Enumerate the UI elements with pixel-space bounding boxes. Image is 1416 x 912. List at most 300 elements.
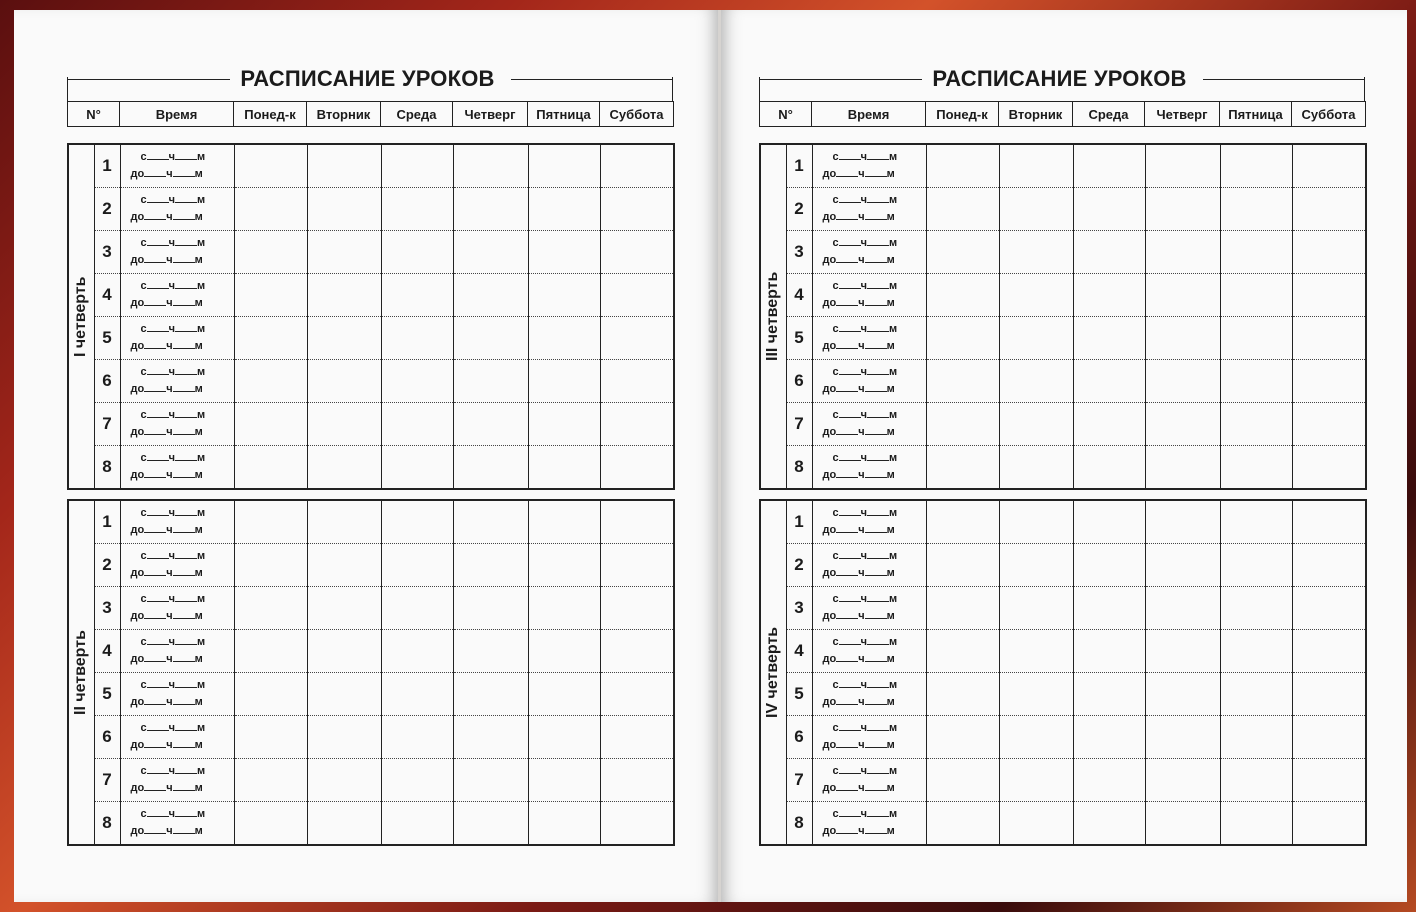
lesson-cell-tuesday[interactable]: [999, 802, 1073, 846]
minutes-label: м: [194, 696, 203, 708]
lesson-cell-thursday[interactable]: [453, 188, 528, 231]
lesson-cell-saturday[interactable]: [1292, 446, 1366, 490]
lesson-cell-thursday[interactable]: [1145, 274, 1220, 317]
lesson-cell-wednesday[interactable]: [381, 716, 453, 759]
lesson-cell-tuesday[interactable]: [307, 544, 381, 587]
time-from-label: с: [140, 323, 147, 335]
lesson-cell-tuesday[interactable]: [307, 274, 381, 317]
left-page: [14, 10, 718, 902]
lesson-cell-friday[interactable]: [528, 716, 600, 759]
lesson-cell-friday[interactable]: [1220, 630, 1292, 673]
lesson-cell-friday[interactable]: [1220, 759, 1292, 802]
lesson-number: 3: [94, 587, 120, 630]
lesson-row: [760, 188, 1366, 231]
lesson-cell-tuesday[interactable]: [307, 673, 381, 716]
lesson-cell-monday[interactable]: [926, 188, 999, 231]
minutes-label: м: [197, 452, 206, 464]
lesson-cell-friday[interactable]: [528, 188, 600, 231]
lesson-cell-monday[interactable]: [926, 144, 999, 188]
minutes-label: м: [197, 194, 206, 206]
minutes-label: м: [194, 739, 203, 751]
lesson-cell-friday[interactable]: [1220, 500, 1292, 544]
lesson-cell-saturday[interactable]: [1292, 231, 1366, 274]
time-from-label: с: [140, 808, 147, 820]
lesson-cell-saturday[interactable]: [1292, 403, 1366, 446]
lesson-cell-friday[interactable]: [528, 317, 600, 360]
lesson-number: 3: [94, 231, 120, 274]
lesson-cell-thursday[interactable]: [1145, 360, 1220, 403]
lesson-cell-wednesday[interactable]: [381, 587, 453, 630]
lesson-cell-thursday[interactable]: [453, 630, 528, 673]
minutes-label: м: [197, 722, 206, 734]
lesson-cell-wednesday[interactable]: [1073, 231, 1145, 274]
lesson-cell-wednesday[interactable]: [381, 231, 453, 274]
lesson-time[interactable]: [812, 446, 926, 490]
lesson-cell-wednesday[interactable]: [1073, 673, 1145, 716]
minutes-label: м: [886, 254, 895, 266]
lesson-cell-thursday[interactable]: [1145, 500, 1220, 544]
lesson-cell-monday[interactable]: [234, 673, 307, 716]
lesson-cell-monday[interactable]: [234, 544, 307, 587]
lesson-cell-wednesday[interactable]: [381, 317, 453, 360]
col-number: N°: [68, 102, 120, 127]
lesson-cell-tuesday[interactable]: [307, 360, 381, 403]
lesson-cell-saturday[interactable]: [1292, 759, 1366, 802]
lesson-time[interactable]: [120, 759, 234, 802]
lesson-cell-monday[interactable]: [926, 500, 999, 544]
lesson-cell-tuesday[interactable]: [999, 144, 1073, 188]
minutes-label: м: [197, 808, 206, 820]
lesson-cell-friday[interactable]: [1220, 188, 1292, 231]
lesson-cell-monday[interactable]: [234, 231, 307, 274]
col-thursday: Четверг: [453, 102, 528, 127]
lesson-cell-monday[interactable]: [926, 544, 999, 587]
lesson-cell-wednesday[interactable]: [1073, 802, 1145, 846]
lesson-cell-wednesday[interactable]: [381, 446, 453, 490]
lesson-time[interactable]: [812, 587, 926, 630]
lesson-cell-thursday[interactable]: [453, 673, 528, 716]
lesson-time[interactable]: [812, 759, 926, 802]
lesson-cell-tuesday[interactable]: [307, 188, 381, 231]
lesson-cell-friday[interactable]: [528, 673, 600, 716]
lesson-cell-wednesday[interactable]: [381, 759, 453, 802]
lesson-time[interactable]: [812, 317, 926, 360]
lesson-cell-wednesday[interactable]: [1073, 630, 1145, 673]
lesson-row: [760, 446, 1366, 490]
lesson-cell-wednesday[interactable]: [1073, 759, 1145, 802]
col-time: Время: [812, 102, 926, 127]
hours-label: ч: [168, 765, 176, 777]
lesson-cell-saturday[interactable]: [1292, 630, 1366, 673]
lesson-cell-tuesday[interactable]: [307, 802, 381, 846]
lesson-cell-saturday[interactable]: [600, 317, 674, 360]
lesson-cell-saturday[interactable]: [600, 144, 674, 188]
lesson-cell-saturday[interactable]: [600, 630, 674, 673]
lesson-cell-wednesday[interactable]: [1073, 446, 1145, 490]
lesson-time[interactable]: [812, 500, 926, 544]
time-to-label: до: [130, 782, 145, 794]
lesson-cell-friday[interactable]: [528, 144, 600, 188]
lesson-cell-monday[interactable]: [234, 500, 307, 544]
lesson-cell-monday[interactable]: [926, 274, 999, 317]
lesson-cell-saturday[interactable]: [600, 759, 674, 802]
lesson-cell-thursday[interactable]: [453, 587, 528, 630]
lesson-cell-friday[interactable]: [1220, 802, 1292, 846]
lesson-cell-tuesday[interactable]: [999, 188, 1073, 231]
lesson-row: [760, 759, 1366, 802]
minutes-label: м: [886, 168, 895, 180]
lesson-cell-monday[interactable]: [926, 403, 999, 446]
lesson-cell-wednesday[interactable]: [1073, 188, 1145, 231]
lesson-number: 2: [94, 188, 120, 231]
lesson-cell-saturday[interactable]: [1292, 544, 1366, 587]
lesson-cell-saturday[interactable]: [1292, 144, 1366, 188]
lesson-time[interactable]: [120, 544, 234, 587]
hours-label: ч: [860, 722, 868, 734]
hours-label: ч: [168, 636, 176, 648]
hours-label: ч: [858, 696, 865, 708]
col-thursday: Четверг: [1145, 102, 1220, 127]
lesson-cell-thursday[interactable]: [1145, 587, 1220, 630]
lesson-time[interactable]: [120, 231, 234, 274]
hours-label: ч: [858, 168, 865, 180]
lesson-cell-saturday[interactable]: [600, 500, 674, 544]
lesson-number: 5: [786, 317, 812, 360]
lesson-cell-friday[interactable]: [1220, 673, 1292, 716]
time-from-label: с: [832, 636, 839, 648]
lesson-time[interactable]: [812, 630, 926, 673]
lesson-row: [68, 587, 674, 630]
lesson-cell-friday[interactable]: [528, 231, 600, 274]
lesson-cell-friday[interactable]: [528, 403, 600, 446]
lesson-cell-thursday[interactable]: [453, 500, 528, 544]
lesson-cell-tuesday[interactable]: [307, 403, 381, 446]
lesson-cell-monday[interactable]: [234, 144, 307, 188]
lesson-time[interactable]: [120, 188, 234, 231]
time-from-label: с: [832, 679, 839, 691]
lesson-time[interactable]: [812, 188, 926, 231]
lesson-cell-friday[interactable]: [1220, 274, 1292, 317]
lesson-time[interactable]: [120, 500, 234, 544]
lesson-time[interactable]: [120, 144, 234, 188]
lesson-cell-monday[interactable]: [926, 360, 999, 403]
lesson-time[interactable]: [120, 673, 234, 716]
lesson-cell-friday[interactable]: [528, 446, 600, 490]
lesson-cell-friday[interactable]: [528, 587, 600, 630]
lesson-time[interactable]: [812, 274, 926, 317]
hours-label: ч: [858, 254, 865, 266]
lesson-cell-saturday[interactable]: [1292, 716, 1366, 759]
lesson-number: 7: [786, 759, 812, 802]
quarter-table-2: [67, 499, 675, 846]
lesson-cell-friday[interactable]: [1220, 446, 1292, 490]
lesson-cell-saturday[interactable]: [600, 360, 674, 403]
lesson-cell-saturday[interactable]: [600, 188, 674, 231]
lesson-cell-wednesday[interactable]: [381, 544, 453, 587]
minutes-label: м: [889, 280, 898, 292]
lesson-cell-friday[interactable]: [528, 274, 600, 317]
lesson-number: 5: [94, 317, 120, 360]
hours-label: ч: [168, 280, 176, 292]
lesson-cell-friday[interactable]: [528, 802, 600, 846]
lesson-cell-saturday[interactable]: [1292, 274, 1366, 317]
lesson-row: [760, 716, 1366, 759]
col-time: Время: [120, 102, 234, 127]
lesson-cell-tuesday[interactable]: [307, 759, 381, 802]
quarter-table-4: [759, 499, 1367, 846]
lesson-cell-tuesday[interactable]: [307, 231, 381, 274]
hours-label: ч: [168, 194, 176, 206]
lesson-cell-saturday[interactable]: [600, 673, 674, 716]
lesson-cell-thursday[interactable]: [453, 231, 528, 274]
lesson-cell-friday[interactable]: [528, 360, 600, 403]
hours-label: ч: [860, 323, 868, 335]
hours-label: ч: [166, 696, 173, 708]
lesson-time[interactable]: [120, 716, 234, 759]
lesson-cell-thursday[interactable]: [453, 544, 528, 587]
lesson-cell-monday[interactable]: [234, 759, 307, 802]
lesson-cell-wednesday[interactable]: [381, 802, 453, 846]
lesson-cell-thursday[interactable]: [453, 403, 528, 446]
lesson-cell-tuesday[interactable]: [999, 759, 1073, 802]
lesson-cell-monday[interactable]: [234, 446, 307, 490]
lesson-cell-saturday[interactable]: [1292, 802, 1366, 846]
lesson-cell-tuesday[interactable]: [999, 630, 1073, 673]
lesson-time[interactable]: [120, 317, 234, 360]
lesson-cell-wednesday[interactable]: [1073, 317, 1145, 360]
hours-label: ч: [168, 409, 176, 421]
lesson-cell-monday[interactable]: [234, 360, 307, 403]
lesson-time[interactable]: [120, 360, 234, 403]
lesson-cell-thursday[interactable]: [453, 759, 528, 802]
lesson-cell-saturday[interactable]: [1292, 317, 1366, 360]
time-from-label: с: [832, 237, 839, 249]
hours-label: ч: [166, 469, 173, 481]
lesson-cell-thursday[interactable]: [1145, 403, 1220, 446]
lesson-time[interactable]: [120, 446, 234, 490]
lesson-cell-thursday[interactable]: [453, 360, 528, 403]
lesson-time[interactable]: [812, 544, 926, 587]
lesson-cell-tuesday[interactable]: [999, 403, 1073, 446]
lesson-cell-monday[interactable]: [234, 716, 307, 759]
lesson-cell-monday[interactable]: [926, 587, 999, 630]
lesson-cell-tuesday[interactable]: [307, 630, 381, 673]
lesson-cell-monday[interactable]: [926, 802, 999, 846]
lesson-cell-monday[interactable]: [926, 446, 999, 490]
lesson-cell-saturday[interactable]: [600, 403, 674, 446]
lesson-cell-monday[interactable]: [926, 759, 999, 802]
lesson-time[interactable]: [812, 144, 926, 188]
lesson-time[interactable]: [120, 802, 234, 846]
lesson-cell-monday[interactable]: [234, 403, 307, 446]
lesson-cell-tuesday[interactable]: [999, 446, 1073, 490]
lesson-cell-tuesday[interactable]: [999, 716, 1073, 759]
lesson-cell-thursday[interactable]: [1145, 673, 1220, 716]
lesson-cell-monday[interactable]: [234, 274, 307, 317]
lesson-cell-tuesday[interactable]: [307, 587, 381, 630]
lesson-cell-friday[interactable]: [1220, 403, 1292, 446]
lesson-cell-thursday[interactable]: [453, 317, 528, 360]
lesson-cell-saturday[interactable]: [600, 446, 674, 490]
lesson-cell-saturday[interactable]: [600, 274, 674, 317]
lesson-cell-thursday[interactable]: [1145, 188, 1220, 231]
time-from-label: с: [140, 593, 147, 605]
lesson-cell-monday[interactable]: [926, 716, 999, 759]
lesson-time[interactable]: [812, 403, 926, 446]
lesson-time[interactable]: [812, 716, 926, 759]
lesson-cell-tuesday[interactable]: [999, 274, 1073, 317]
lesson-cell-thursday[interactable]: [1145, 446, 1220, 490]
lesson-cell-tuesday[interactable]: [999, 317, 1073, 360]
lesson-cell-tuesday[interactable]: [307, 144, 381, 188]
hours-label: ч: [858, 524, 865, 536]
lesson-cell-wednesday[interactable]: [1073, 716, 1145, 759]
time-from-label: с: [140, 550, 147, 562]
lesson-cell-saturday[interactable]: [1292, 500, 1366, 544]
minutes-label: м: [886, 383, 895, 395]
lesson-cell-thursday[interactable]: [453, 274, 528, 317]
lesson-cell-monday[interactable]: [234, 630, 307, 673]
lesson-cell-thursday[interactable]: [453, 716, 528, 759]
lesson-cell-thursday[interactable]: [1145, 231, 1220, 274]
hours-label: ч: [168, 151, 176, 163]
lesson-cell-monday[interactable]: [926, 317, 999, 360]
lesson-cell-tuesday[interactable]: [307, 446, 381, 490]
lesson-row: [760, 231, 1366, 274]
lesson-cell-wednesday[interactable]: [1073, 403, 1145, 446]
lesson-cell-tuesday[interactable]: [999, 360, 1073, 403]
lesson-cell-thursday[interactable]: [1145, 144, 1220, 188]
lesson-cell-wednesday[interactable]: [1073, 274, 1145, 317]
lesson-cell-saturday[interactable]: [600, 802, 674, 846]
minutes-label: м: [889, 550, 898, 562]
lesson-cell-wednesday[interactable]: [1073, 587, 1145, 630]
lesson-cell-saturday[interactable]: [600, 544, 674, 587]
lesson-cell-tuesday[interactable]: [307, 500, 381, 544]
lesson-cell-friday[interactable]: [1220, 231, 1292, 274]
lesson-cell-thursday[interactable]: [1145, 544, 1220, 587]
lesson-time[interactable]: [812, 802, 926, 846]
lesson-cell-thursday[interactable]: [1145, 317, 1220, 360]
page-title: РАСПИСАНИЕ УРОКОВ: [240, 66, 495, 91]
lesson-cell-wednesday[interactable]: [381, 630, 453, 673]
lesson-cell-saturday[interactable]: [1292, 673, 1366, 716]
lesson-cell-tuesday[interactable]: [307, 716, 381, 759]
minutes-label: м: [889, 323, 898, 335]
hours-label: ч: [858, 567, 865, 579]
lesson-cell-wednesday[interactable]: [381, 188, 453, 231]
lesson-time[interactable]: [812, 673, 926, 716]
lesson-cell-friday[interactable]: [528, 759, 600, 802]
lesson-cell-thursday[interactable]: [1145, 716, 1220, 759]
lesson-cell-monday[interactable]: [926, 673, 999, 716]
lesson-cell-friday[interactable]: [528, 630, 600, 673]
lesson-number: 2: [786, 544, 812, 587]
lesson-time[interactable]: [812, 360, 926, 403]
lesson-cell-thursday[interactable]: [1145, 802, 1220, 846]
hours-label: ч: [168, 808, 176, 820]
lesson-cell-saturday[interactable]: [600, 231, 674, 274]
lesson-cell-tuesday[interactable]: [999, 231, 1073, 274]
lesson-cell-wednesday[interactable]: [381, 144, 453, 188]
time-to-label: до: [822, 567, 837, 579]
lesson-cell-tuesday[interactable]: [999, 500, 1073, 544]
lesson-time[interactable]: [120, 630, 234, 673]
lesson-cell-tuesday[interactable]: [999, 587, 1073, 630]
lesson-row: [68, 673, 674, 716]
time-from-label: с: [140, 636, 147, 648]
lesson-time[interactable]: [120, 403, 234, 446]
time-to-label: до: [822, 782, 837, 794]
lesson-cell-friday[interactable]: [528, 500, 600, 544]
lesson-cell-saturday[interactable]: [600, 587, 674, 630]
lesson-cell-friday[interactable]: [1220, 544, 1292, 587]
lesson-cell-saturday[interactable]: [600, 716, 674, 759]
lesson-cell-friday[interactable]: [1220, 716, 1292, 759]
time-from-label: с: [140, 194, 147, 206]
lesson-cell-wednesday[interactable]: [1073, 500, 1145, 544]
lesson-cell-thursday[interactable]: [453, 446, 528, 490]
lesson-row: [760, 500, 1366, 544]
time-from-label: с: [832, 507, 839, 519]
lesson-cell-monday[interactable]: [234, 802, 307, 846]
lesson-cell-friday[interactable]: [1220, 317, 1292, 360]
lesson-cell-saturday[interactable]: [1292, 587, 1366, 630]
lesson-cell-wednesday[interactable]: [381, 673, 453, 716]
lesson-cell-wednesday[interactable]: [381, 360, 453, 403]
lesson-cell-wednesday[interactable]: [1073, 544, 1145, 587]
minutes-label: м: [886, 426, 895, 438]
lesson-cell-friday[interactable]: [1220, 587, 1292, 630]
lesson-time[interactable]: [120, 587, 234, 630]
lesson-cell-wednesday[interactable]: [1073, 360, 1145, 403]
lesson-cell-tuesday[interactable]: [999, 673, 1073, 716]
lesson-cell-wednesday[interactable]: [381, 403, 453, 446]
minutes-label: м: [886, 340, 895, 352]
hours-label: ч: [860, 765, 868, 777]
lesson-cell-thursday[interactable]: [1145, 630, 1220, 673]
lesson-cell-monday[interactable]: [234, 188, 307, 231]
lesson-time[interactable]: [120, 274, 234, 317]
lesson-number: 7: [786, 403, 812, 446]
lesson-cell-monday[interactable]: [234, 587, 307, 630]
lesson-cell-monday[interactable]: [926, 630, 999, 673]
lesson-cell-saturday[interactable]: [1292, 188, 1366, 231]
hours-label: ч: [860, 679, 868, 691]
lesson-cell-saturday[interactable]: [1292, 360, 1366, 403]
lesson-number: 4: [786, 630, 812, 673]
time-to-label: до: [822, 426, 837, 438]
lesson-cell-wednesday[interactable]: [381, 274, 453, 317]
lesson-cell-friday[interactable]: [528, 544, 600, 587]
lesson-cell-tuesday[interactable]: [999, 544, 1073, 587]
lesson-cell-thursday[interactable]: [453, 802, 528, 846]
minutes-label: м: [197, 237, 206, 249]
lesson-cell-wednesday[interactable]: [381, 500, 453, 544]
lesson-cell-wednesday[interactable]: [1073, 144, 1145, 188]
lesson-cell-monday[interactable]: [926, 231, 999, 274]
lesson-row: [760, 403, 1366, 446]
time-to-label: до: [822, 211, 837, 223]
time-from-label: с: [140, 722, 147, 734]
lesson-cell-tuesday[interactable]: [307, 317, 381, 360]
lesson-cell-friday[interactable]: [1220, 144, 1292, 188]
lesson-cell-friday[interactable]: [1220, 360, 1292, 403]
lesson-cell-thursday[interactable]: [453, 144, 528, 188]
lesson-cell-monday[interactable]: [234, 317, 307, 360]
lesson-time[interactable]: [812, 231, 926, 274]
lesson-cell-thursday[interactable]: [1145, 759, 1220, 802]
